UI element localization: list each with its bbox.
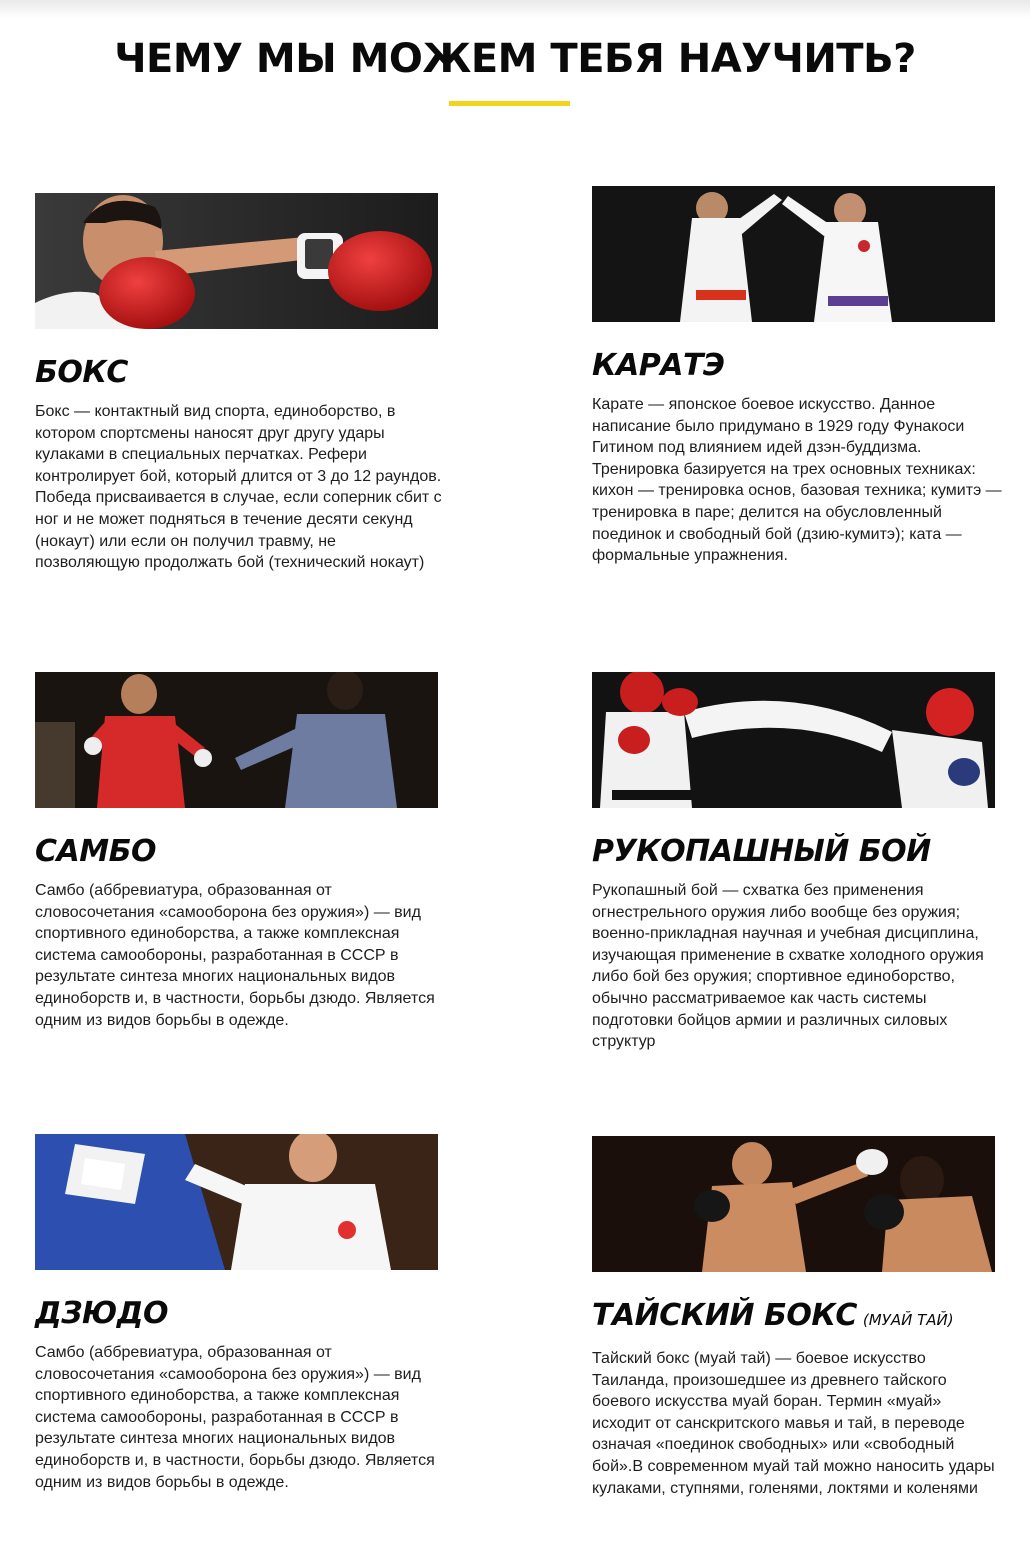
card-title (592, 1298, 1002, 1338)
card-muay-thai (592, 1136, 1002, 1499)
card-sambo (35, 672, 445, 1031)
card-title (35, 355, 445, 391)
card-description: Самбо (аббревиатура, образованная от словосочетания «самооборона без оружия») — вид спортивного единоборства, а также комплексная система самообороны, разработанная в СССР в результате синтеза многих национальных видов единоборств и, в частности, борьбы дзюдо. Является одним из видов борьбы в одежде. (35, 882, 435, 1029)
karate-kids-photo-image (592, 186, 995, 322)
page-title: ЧЕМУ МЫ МОЖЕМ ТЕБЯ НАУЧИТЬ? (114, 36, 916, 82)
card-title (592, 834, 1002, 870)
card-title-text: БОКС (35, 355, 128, 390)
card-description: Бокс — контактный вид спорта, единоборство, в котором спортсмены наносят друг другу удары кулаками в специальных перчатках. Рефери контролирует бой, который длится от 3 до 12 раундов. Победа присваивается в случае, если соперник сбит с ног и не может подняться в течение десяти секунд (нокаут) или если он получил травму, не позволяющую продолжать бой (технический нокаут) (35, 403, 442, 572)
muay-thai-fight-photo (592, 1136, 995, 1272)
card-title-text: КАРАТЭ (592, 348, 725, 383)
card-judo (35, 1134, 445, 1493)
sambo-fighters-photo-image (35, 672, 438, 808)
card-title-text: ДЗЮДО (35, 1296, 168, 1331)
top-shadow (0, 0, 1030, 18)
karate-kids-photo (592, 186, 995, 322)
hand-to-hand-kick-photo (592, 672, 995, 808)
boxer-photo (35, 193, 438, 329)
card-description: Рукопашный бой — схватка без применения огнестрельного оружия либо вообще без оружия; военно-прикладная научная и учебная дисциплина, изучающая применение в схватке холодного оружия либо бой без оружия; спортивное единоборство, обычно рассматриваемое как часть системы подготовки бойцов армии и различных силовых структур (592, 882, 984, 1051)
card-description: Самбо (аббревиатура, образованная от словосочетания «самооборона без оружия») — вид спортивного единоборства, а также комплексная система самообороны, разработанная в СССР в результате синтеза многих национальных видов единоборств и, в частности, борьбы дзюдо. Является одним из видов борьбы в одежде. (35, 1344, 435, 1491)
judo-match-photo (35, 1134, 438, 1270)
card-description: Тайский бокс (муай тай) — боевое искусство Таиланда, произошедшее из древнего тайского боевого искусства муай боран. Термин «муай» исходит от санскритского мавья и тай, в переводе означая «поединок свободных» или «свободный бой».В современном муай тай можно наносить удары кулаками, ступнями, голенями, локтями и коленями (592, 1350, 995, 1497)
card-title-text: САМБО (35, 834, 156, 869)
muay-thai-fight-photo-image (592, 1136, 995, 1272)
card-title-text: РУКОПАШНЫЙ БОЙ (592, 834, 931, 869)
card-title-text: ТАЙСКИЙ БОКС (592, 1298, 857, 1333)
card-title (35, 834, 445, 870)
card-title (592, 348, 1002, 384)
sambo-fighters-photo (35, 672, 438, 808)
title-underline (449, 101, 570, 106)
card-title (35, 1296, 445, 1332)
hand-to-hand-kick-photo-image (592, 672, 995, 808)
card-karate (592, 186, 1002, 567)
card-description: Карате — японское боевое искусство. Данное написание было придумано в 1929 году Фунакоси Гитином под влиянием идей дзэн-буддизма. Тренировка базируется на трех основных техниках: кихон — тренировка основ, базовая техника; кумитэ — тренировка в паре; делится на обусловленный поединок и свободный бой (дзию-кумитэ); ката — формальные упражнения. (592, 396, 1002, 565)
card-boxing (35, 193, 445, 574)
judo-match-photo-image (35, 1134, 438, 1270)
card-hand-to-hand (592, 672, 1002, 1053)
boxer-photo-image (35, 193, 438, 329)
card-subtitle: (МУАЙ ТАЙ) (862, 1311, 954, 1329)
